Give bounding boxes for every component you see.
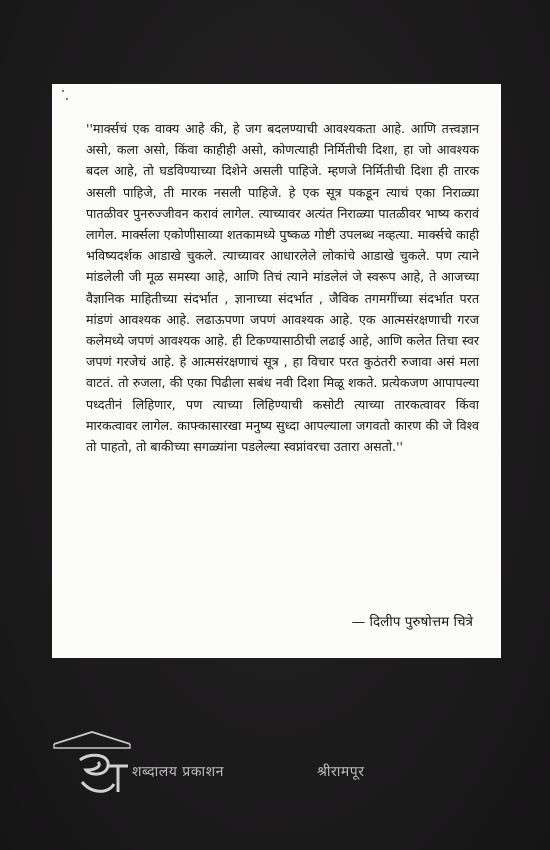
publisher-name: शब्दालय प्रकाशन <box>132 764 224 780</box>
quote-attribution: — दिलीप पुरुषोत्तम चित्रे <box>351 614 473 630</box>
quote-text: ''मार्क्सचं एक वाक्य आहे की, हे जग बदलण्याची आवश्यकता आहे. आणि तत्त्वज्ञान असो, कला असो, किंवा काहीही असो, कोणत्याही निर्मितीची दिशा, हा जो आवश्यक बदल आहे, तो घडविण्याच्या दिशेने असली पाहिजे. म्हणजे निर्मितीची दिशा ही तारक असली पाहिजे, ती मारक नसली पाहिजे. हे एक सूत्र पकडून त्याचं एका निराळ्या पातळीवर पुनरुज्जीवन करावं लागेल. त्याच्यावर अत्यंत निराळ्या पातळीवर भाष्य करावं लागेल. मार्क्सला एकोणीसाव्या शतकामध्ये पुष्कळ गोष्टी उपलब्ध नव्हत्या. मार्क्सचे काही भविष्यदर्शक आडाखे चुकले. त्याच्यावर आधारलेले लोकांचे आडाखे चुकले. पण त्याने मांडलेली जी मूळ समस्या आहे, आणि तिचं त्याने मांडलेलं जे स्वरूप आहे, ते आजच्या वैज्ञानिक माहितीच्या संदर्भात , ज्ञानाच्या संदर्भात , जैविक तगमगींच्या संदर्भात परत मांडणं आवश्यक आहे. लढाऊपणा जपणं आवश्यक आहे. एक आत्मसंरक्षणाची गरज कलेमध्ये जपणं आवश्यक आहे. ही टिकण्यासाठीची लढाई आहे, आणि कलेत तिचा स्वर जपणं गरजेचं आहे. हे आत्मसंरक्षणाचं सूत्र , हा विचार परत कुठंतरी रुजावा असं मला वाटतं. तो रुजला, की एका पिढीला सबंध नवी दिशा मिळू शकते. प्रत्येकजण आपापल्या पध्दतीनं लिहिणार, पण त्याच्या लिहिण्याची कसोटी त्याच्या तारकत्वावर किंवा मारकत्वावर लागेल. काफ्कासारखा मनुष्य सुध्दा आपल्याला जगवतो कारण की जे विश्व तो पाहतो, तो बाकीच्या सगळ्यांना पडलेल्या स्वप्नांवरचा उतारा असतो.'' <box>86 121 479 455</box>
print-speck <box>62 90 64 92</box>
publisher-imprint <box>52 730 472 800</box>
publisher-logo-icon <box>52 730 144 798</box>
print-speck <box>66 98 68 100</box>
quote-panel <box>52 84 501 658</box>
publisher-city: श्रीरामपूर <box>317 764 365 780</box>
